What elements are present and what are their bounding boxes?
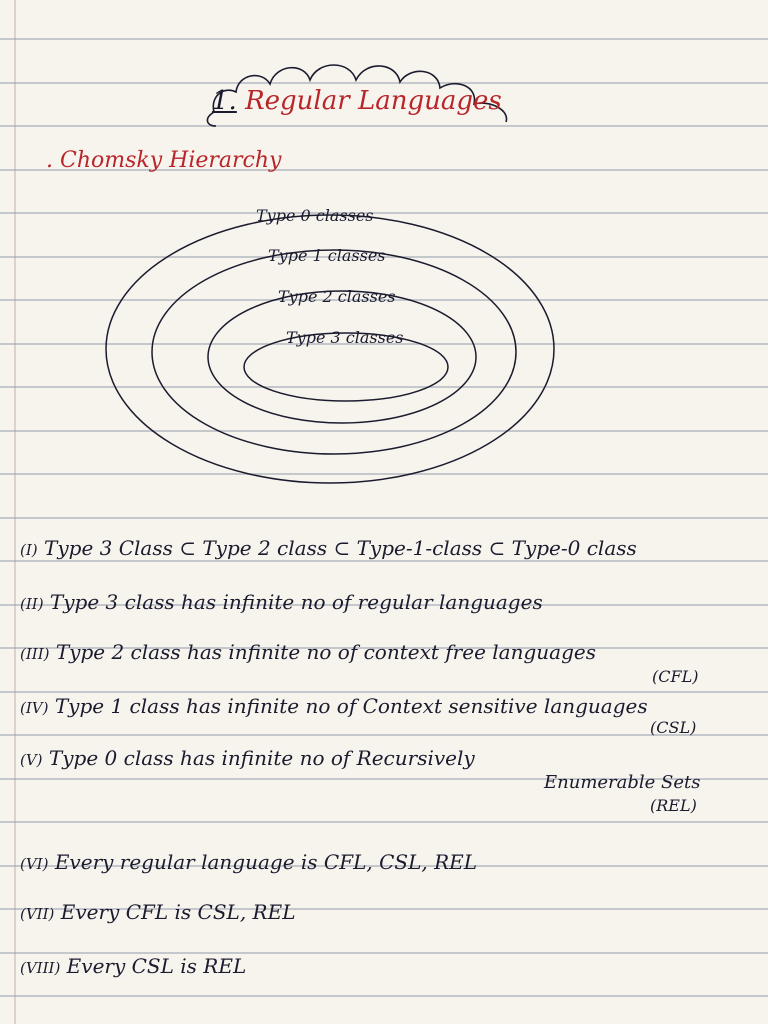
statement-3-sub: (CFL) <box>652 667 699 686</box>
title-number: 1. <box>212 86 237 116</box>
label-type-3: Type 3 classes <box>286 328 404 347</box>
statement-2-text: Type 3 class has infinite no of regular languages <box>49 590 543 614</box>
statement-8-num: (VIII) <box>20 959 61 977</box>
statement-2 <box>20 590 543 614</box>
label-type-0: Type 0 classes <box>256 206 374 225</box>
statement-3 <box>20 640 596 664</box>
statement-6-num: (VI) <box>20 855 49 873</box>
statement-8-text: Every CSL is REL <box>66 954 247 978</box>
heading-bullet: . <box>46 148 53 173</box>
label-type-2: Type 2 classes <box>278 287 396 306</box>
statement-3-num: (III) <box>20 645 50 663</box>
statement-7-num: (VII) <box>20 905 55 923</box>
statement-5-sub: Enumerable Sets <box>544 772 701 793</box>
title-text: Regular Languages <box>245 86 502 116</box>
page-title <box>212 86 502 116</box>
statement-4-text: Type 1 class has infinite no of Context sensitive languages <box>54 694 648 718</box>
statement-5-text: Type 0 class has infinite no of Recursively <box>48 746 475 770</box>
statement-1-num: (I) <box>20 541 38 559</box>
statement-1-text: Type 3 Class ⊂ Type 2 class ⊂ Type-1-class ⊂ Type-0 class <box>44 536 637 560</box>
heading-text: Chomsky Hierarchy <box>60 148 282 173</box>
statement-4-sub: (CSL) <box>650 718 697 737</box>
statement-7 <box>20 900 295 924</box>
statement-4-num: (IV) <box>20 699 49 717</box>
statement-8 <box>20 954 246 978</box>
label-type-1: Type 1 classes <box>268 246 386 265</box>
statement-7-text: Every CFL is CSL, REL <box>60 900 296 924</box>
statement-6-text: Every regular language is CFL, CSL, REL <box>54 850 478 874</box>
statement-2-num: (II) <box>20 595 44 613</box>
statement-1 <box>20 536 637 560</box>
statement-4 <box>20 694 648 718</box>
statement-5-num: (V) <box>20 751 43 769</box>
statement-5 <box>20 746 475 770</box>
statement-5-sub2: (REL) <box>650 796 697 815</box>
statement-3-text: Type 2 class has infinite no of context free languages <box>55 640 596 664</box>
section-heading <box>46 148 281 173</box>
statement-6 <box>20 850 477 874</box>
